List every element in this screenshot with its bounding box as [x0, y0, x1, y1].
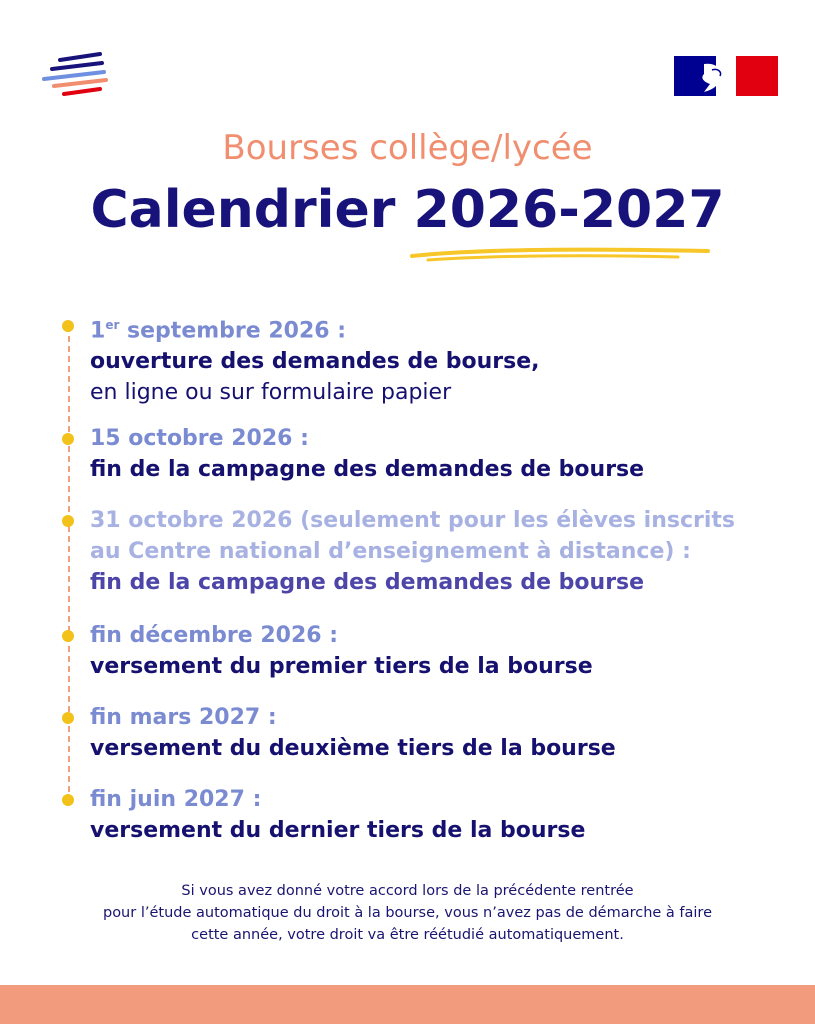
- timeline-desc: fin de la campagne des demandes de bourse: [90, 457, 645, 482]
- timeline-date: fin juin 2027 :: [90, 787, 262, 812]
- timeline-date: 15 octobre 2026 :: [90, 426, 309, 451]
- timeline-item: [90, 310, 540, 408]
- timeline-item: [90, 702, 616, 764]
- timeline-dot: [62, 433, 74, 445]
- info-note: [30, 880, 785, 946]
- note-line: pour l’étude automatique du droit à la bourse, vous n’avez pas de démarche à faire: [102, 905, 712, 921]
- timeline-date: 31 octobre 2026 (seulement pour les élèves inscrits: [90, 508, 735, 533]
- title-year: 2026-2027: [413, 180, 725, 240]
- timeline-item: [90, 784, 585, 846]
- title-word: Calendrier: [90, 180, 396, 240]
- note-line: Si vous avez donné votre accord lors de la précédente rentrée: [181, 883, 634, 899]
- timeline-date-cont: au Centre national d’enseignement à distance) :: [90, 539, 691, 564]
- timeline-desc: versement du dernier tiers de la bourse: [90, 818, 586, 843]
- timeline-dashed-line: [68, 326, 70, 802]
- timeline-item: [90, 505, 735, 598]
- timeline-item: [90, 620, 593, 682]
- note-line: cette année, votre droit va être réétudié automatiquement.: [191, 927, 624, 943]
- marianne-flag-logo: [674, 56, 778, 96]
- timeline-date: fin mars 2027 :: [90, 705, 277, 730]
- timeline-dot: [62, 515, 74, 527]
- page-title: [0, 180, 815, 240]
- timeline-dot: [62, 794, 74, 806]
- timeline-date: fin décembre 2026 :: [90, 623, 339, 648]
- timeline-desc-secondary: en ligne ou sur formulaire papier: [90, 380, 452, 406]
- timeline-desc: versement du deuxième tiers de la bourse: [90, 736, 616, 761]
- timeline-item: [90, 423, 644, 485]
- yellow-underline: [408, 242, 714, 266]
- timeline-desc: versement du premier tiers de la bourse: [90, 654, 593, 679]
- timeline-dot: [62, 630, 74, 642]
- timeline-dot: [62, 320, 74, 332]
- subtitle: Bourses collège/lycée: [222, 128, 593, 168]
- footer-band: [0, 985, 815, 1024]
- timeline-desc: ouverture des demandes de bourse,: [90, 349, 540, 375]
- timeline-desc: fin de la campagne des demandes de bourse: [90, 570, 645, 595]
- timeline-date: 1er septembre 2026 :: [90, 318, 347, 344]
- ministry-lines-logo: [40, 50, 112, 98]
- timeline-dot: [62, 712, 74, 724]
